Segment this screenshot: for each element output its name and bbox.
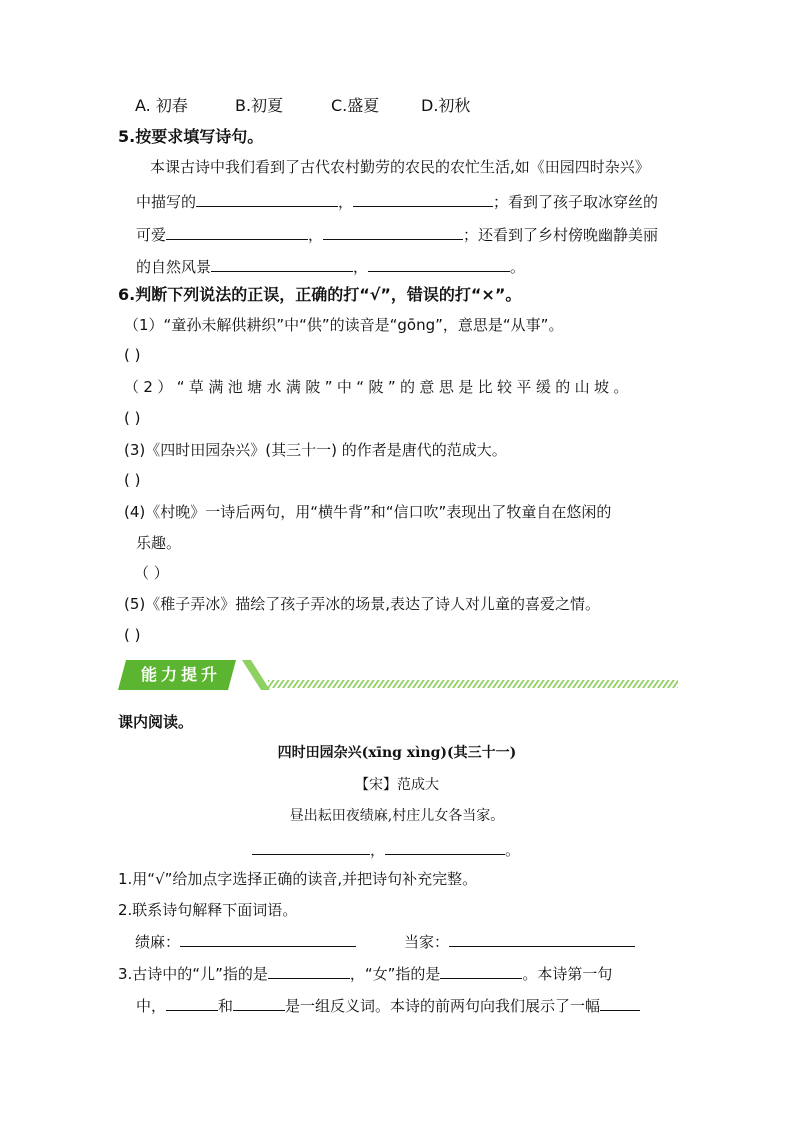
q6-bracket-1[interactable]: ( ) [124, 346, 141, 364]
q5-line4: 的自然风景 ， 。 [136, 255, 525, 277]
reading-title: 课内阅读。 [118, 713, 194, 731]
answer-blank[interactable] [252, 838, 370, 855]
banner-hatch-strip [268, 680, 678, 688]
q6-bracket-5[interactable]: ( ) [124, 626, 141, 644]
q5-line2: 中描写的 ， ；看到了孩子取冰穿丝的 [136, 190, 658, 212]
q6-title: 6.判断下列说法的正误，正确的打“√”，错误的打“×”。 [118, 285, 522, 304]
question-2-items: 绩麻： 当家： [135, 930, 635, 952]
q6-statement-4: (4)《村晚》一诗后两句，用“横牛背”和“信口吹”表现出了牧童自在悠闲的 [124, 503, 612, 521]
answer-blank[interactable] [440, 962, 522, 979]
question-2: 2.联系诗句解释下面词语。 [118, 901, 298, 919]
option-c[interactable]: C.盛夏 [331, 96, 380, 115]
answer-blank[interactable] [600, 994, 640, 1011]
option-a[interactable]: A. 初春 [135, 96, 188, 115]
question-3-cont: 中， 和 是一组反义词。本诗的前两句向我们展示了一幅 [136, 994, 640, 1016]
q6-bracket-4[interactable]: （ ） [134, 564, 169, 582]
q6-statement-5: (5)《稚子弄冰》描绘了孩子弄冰的场景,表达了诗人对儿童的喜爱之情。 [124, 595, 601, 613]
answer-blank[interactable] [385, 838, 505, 855]
poem-title: 四时田园杂兴(xīng xìng)(其三十一) [277, 745, 517, 761]
q6-statement-1: （1）“童孙未解供耕织”中“供”的读音是“gōng”，意思是“从事”。 [124, 316, 564, 334]
answer-blank[interactable] [211, 255, 353, 272]
question-1: 1.用“√”给加点字选择正确的读音,并把诗句补充完整。 [118, 870, 478, 888]
answer-blank[interactable] [353, 190, 493, 207]
banner-slash [242, 660, 270, 690]
answer-blank[interactable] [196, 190, 338, 207]
q6-statement-4-cont: 乐趣。 [136, 534, 182, 552]
answer-blank[interactable] [268, 962, 350, 979]
answer-blank[interactable] [449, 930, 635, 947]
q6-bracket-2[interactable]: ( ) [124, 409, 141, 427]
q5-line1: 本课古诗中我们看到了古代农村勤劳的农民的农忙生活,如《田园四时杂兴》 [150, 158, 650, 176]
q4-options [135, 96, 470, 116]
q5-line3: 可爱 ， ；还看到了乡村傍晚幽静美丽 [136, 223, 658, 245]
q6-statement-2: （2）“草满池塘水满陂”中“陂”的意思是比较平缓的山坡。 [124, 378, 633, 396]
poem-line-2-blanks: ， 。 [252, 838, 520, 860]
answer-blank[interactable] [233, 994, 285, 1011]
q5-title: 5.按要求填写诗句。 [118, 127, 264, 146]
answer-blank[interactable] [166, 223, 308, 240]
answer-blank[interactable] [323, 223, 463, 240]
answer-blank[interactable] [368, 255, 510, 272]
question-3: 3.古诗中的“儿”指的是 ，“女”指的是 。本诗第一句 [118, 962, 612, 984]
answer-blank[interactable] [166, 994, 218, 1011]
poem-line-1: 昼出耘田夜绩麻,村庄儿女各当家。 [289, 808, 505, 824]
option-d[interactable]: D.初秋 [421, 96, 471, 115]
poem-author: 【宋】范成大 [355, 777, 439, 793]
q6-bracket-3[interactable]: ( ) [124, 471, 141, 489]
q6-statement-3: (3)《四时田园杂兴》(其三十一) 的作者是唐代的范成大。 [124, 441, 507, 459]
section-banner-label: 能力提升 [140, 665, 221, 684]
answer-blank[interactable] [180, 930, 356, 947]
option-b[interactable]: B.初夏 [235, 96, 284, 115]
